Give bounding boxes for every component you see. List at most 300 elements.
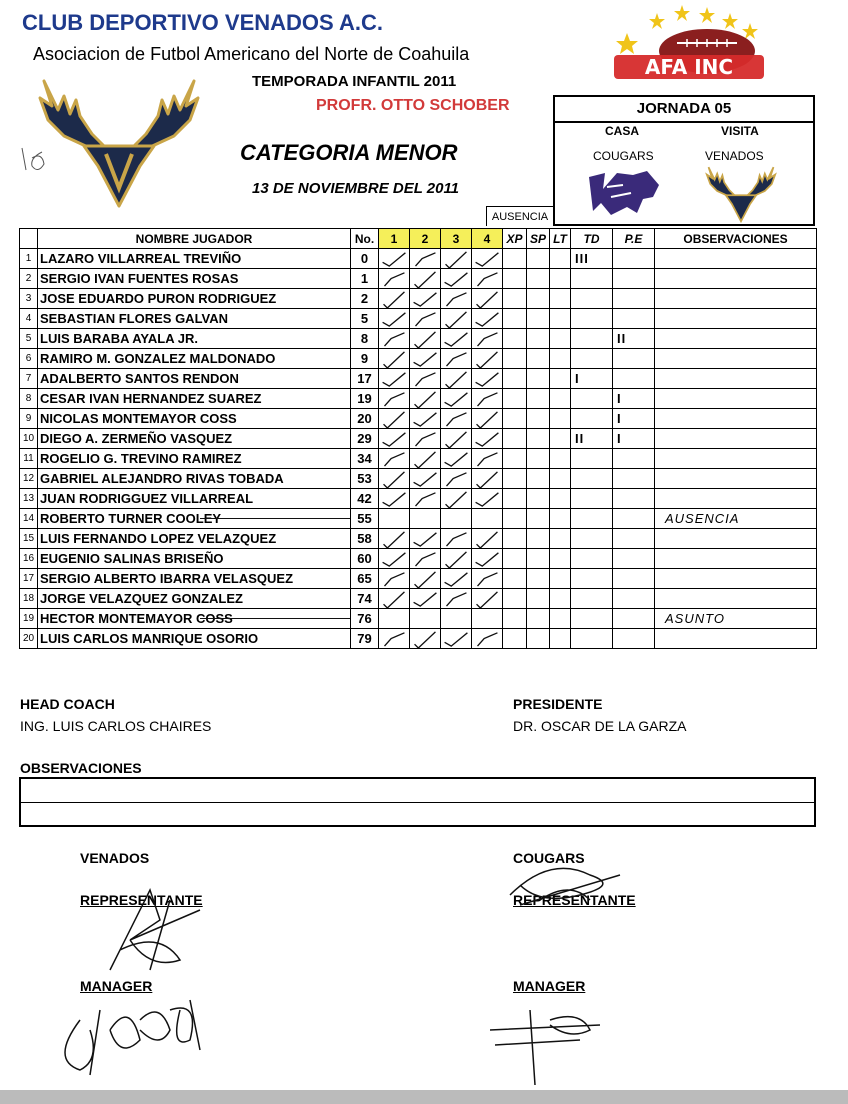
sp-cell — [527, 429, 550, 449]
sp-cell — [527, 349, 550, 369]
check-mark — [441, 589, 471, 608]
sp-cell — [527, 249, 550, 269]
xp-cell — [503, 389, 527, 409]
player-number: 9 — [351, 349, 379, 369]
player-name: SERGIO IVAN FUENTES ROSAS — [38, 269, 351, 289]
sp-cell — [527, 509, 550, 529]
check-mark — [379, 589, 409, 608]
away-team: VENADOS — [705, 149, 764, 163]
observation-note — [655, 429, 817, 449]
quarter-2-cell — [410, 489, 441, 509]
xp-cell — [503, 469, 527, 489]
check-mark — [379, 529, 409, 548]
header-observaciones: OBSERVACIONES — [655, 229, 817, 249]
quarter-3-cell — [441, 469, 472, 489]
check-mark — [379, 369, 409, 388]
quarter-4-cell — [472, 329, 503, 349]
xp-cell — [503, 489, 527, 509]
quarter-1-cell — [379, 329, 410, 349]
quarter-1-cell — [379, 249, 410, 269]
quarter-1-cell — [379, 389, 410, 409]
player-number: 8 — [351, 329, 379, 349]
player-number: 42 — [351, 489, 379, 509]
td-tally — [571, 289, 613, 309]
venados-mini-logo — [703, 165, 779, 223]
check-mark — [472, 549, 502, 568]
xp-cell — [503, 569, 527, 589]
observation-note — [655, 369, 817, 389]
row-index: 12 — [20, 469, 38, 489]
row-index: 9 — [20, 409, 38, 429]
jornada-box — [553, 95, 815, 226]
home-team: COUGARS — [593, 149, 654, 163]
td-tally — [571, 509, 613, 529]
player-name: DIEGO A. ZERMEÑO VASQUEZ — [38, 429, 351, 449]
td-tally — [571, 329, 613, 349]
lt-cell — [550, 289, 571, 309]
check-mark — [441, 629, 471, 648]
quarter-1-cell — [379, 349, 410, 369]
quarter-2-cell — [410, 469, 441, 489]
quarter-3-cell — [441, 309, 472, 329]
td-tally — [571, 309, 613, 329]
pe-tally — [613, 609, 655, 629]
quarter-3-cell — [441, 549, 472, 569]
check-mark — [410, 449, 440, 468]
quarter-2-cell — [410, 349, 441, 369]
afa-inc-logo — [612, 3, 772, 83]
quarter-4-cell — [472, 629, 503, 649]
pe-tally — [613, 369, 655, 389]
player-name: ROGELIO G. TREVINO RAMIREZ — [38, 449, 351, 469]
quarter-4-cell — [472, 429, 503, 449]
player-name: LUIS CARLOS MANRIQUE OSORIO — [38, 629, 351, 649]
header-q1: 1 — [379, 229, 410, 249]
player-number: 76 — [351, 609, 379, 629]
check-mark — [410, 569, 440, 588]
player-number: 58 — [351, 529, 379, 549]
check-mark — [379, 349, 409, 368]
row-index: 5 — [20, 329, 38, 349]
quarter-1-cell — [379, 589, 410, 609]
check-mark — [441, 569, 471, 588]
observation-note — [655, 349, 817, 369]
player-name: LUIS BARABA AYALA JR. — [38, 329, 351, 349]
quarter-2-cell — [410, 589, 441, 609]
row-index: 2 — [20, 269, 38, 289]
td-tally — [571, 409, 613, 429]
check-mark — [379, 409, 409, 428]
row-index: 17 — [20, 569, 38, 589]
quarter-4-cell — [472, 529, 503, 549]
xp-cell — [503, 409, 527, 429]
quarter-3-cell — [441, 289, 472, 309]
quarter-3-cell — [441, 529, 472, 549]
cougars-logo — [587, 167, 661, 219]
player-number: 0 — [351, 249, 379, 269]
row-index: 16 — [20, 549, 38, 569]
table-row — [20, 609, 817, 629]
quarter-1-cell — [379, 509, 410, 529]
td-tally — [571, 269, 613, 289]
game-date: 13 DE NOVIEMBRE DEL 2011 — [252, 180, 460, 197]
check-mark — [410, 409, 440, 428]
check-mark — [410, 389, 440, 408]
sp-cell — [527, 469, 550, 489]
check-mark — [472, 269, 502, 288]
lt-cell — [550, 449, 571, 469]
check-mark — [472, 309, 502, 328]
pe-tally — [613, 269, 655, 289]
td-tally — [571, 529, 613, 549]
quarter-3-cell — [441, 449, 472, 469]
xp-cell — [503, 289, 527, 309]
sp-cell — [527, 489, 550, 509]
check-mark — [472, 569, 502, 588]
quarter-2-cell — [410, 429, 441, 449]
lt-cell — [550, 589, 571, 609]
observation-note — [655, 249, 817, 269]
lt-cell — [550, 409, 571, 429]
absence-strike-line — [200, 618, 351, 619]
table-row — [20, 309, 817, 329]
quarter-1-cell — [379, 369, 410, 389]
quarter-3-cell — [441, 369, 472, 389]
player-name: SEBASTIAN FLORES GALVAN — [38, 309, 351, 329]
sp-cell — [527, 289, 550, 309]
row-index: 19 — [20, 609, 38, 629]
player-name: ADALBERTO SANTOS RENDON — [38, 369, 351, 389]
td-tally: III — [571, 249, 613, 269]
quarter-1-cell — [379, 489, 410, 509]
category-title: CATEGORIA MENOR — [240, 140, 458, 165]
season-label: TEMPORADA INFANTIL 2011 — [252, 73, 457, 90]
check-mark — [379, 269, 409, 288]
check-mark — [441, 269, 471, 288]
quarter-4-cell — [472, 269, 503, 289]
player-number: 65 — [351, 569, 379, 589]
check-mark — [441, 549, 471, 568]
quarter-2-cell — [410, 529, 441, 549]
quarter-1-cell — [379, 609, 410, 629]
cougars-representative-signature — [500, 855, 640, 915]
player-number: 79 — [351, 629, 379, 649]
sp-cell — [527, 269, 550, 289]
check-mark — [472, 449, 502, 468]
lt-cell — [550, 489, 571, 509]
player-name: ROBERTO TURNER COOLEY — [38, 509, 351, 529]
header-no: No. — [351, 229, 379, 249]
ausencia-header: AUSENCIA — [486, 206, 554, 226]
check-mark — [379, 569, 409, 588]
observation-note — [655, 529, 817, 549]
head-coach-name: ING. LUIS CARLOS CHAIRES — [20, 718, 212, 734]
head-coach-label: HEAD COACH — [20, 696, 115, 712]
observation-note — [655, 289, 817, 309]
quarter-4-cell — [472, 449, 503, 469]
observation-note — [655, 329, 817, 349]
quarter-3-cell — [441, 329, 472, 349]
row-index: 10 — [20, 429, 38, 449]
check-mark — [379, 549, 409, 568]
observation-note — [655, 409, 817, 429]
check-mark — [379, 489, 409, 508]
venados-manager-label: MANAGER — [80, 978, 153, 994]
pe-tally — [613, 489, 655, 509]
quarter-4-cell — [472, 389, 503, 409]
check-mark — [441, 409, 471, 428]
venados-representative-signature — [90, 880, 220, 980]
quarter-1-cell — [379, 409, 410, 429]
lt-cell — [550, 249, 571, 269]
check-mark — [472, 369, 502, 388]
quarter-2-cell — [410, 329, 441, 349]
table-row — [20, 389, 817, 409]
venados-manager-signature — [50, 990, 220, 1085]
quarter-1-cell — [379, 269, 410, 289]
header-name: NOMBRE JUGADOR — [38, 229, 351, 249]
check-mark — [472, 289, 502, 308]
xp-cell — [503, 429, 527, 449]
sp-cell — [527, 309, 550, 329]
header-td: TD — [571, 229, 613, 249]
check-mark — [410, 349, 440, 368]
check-mark — [441, 329, 471, 348]
pe-tally — [613, 509, 655, 529]
check-mark — [472, 389, 502, 408]
player-number: 29 — [351, 429, 379, 449]
lt-cell — [550, 369, 571, 389]
lt-cell — [550, 549, 571, 569]
quarter-3-cell — [441, 609, 472, 629]
player-name: JOSE EDUARDO PURON RODRIGUEZ — [38, 289, 351, 309]
quarter-3-cell — [441, 489, 472, 509]
player-number: 53 — [351, 469, 379, 489]
quarter-2-cell — [410, 549, 441, 569]
player-name: LAZARO VILLARREAL TREVIÑO — [38, 249, 351, 269]
header-index — [20, 229, 38, 249]
sp-cell — [527, 549, 550, 569]
xp-cell — [503, 269, 527, 289]
quarter-1-cell — [379, 549, 410, 569]
check-mark — [441, 289, 471, 308]
cougars-manager-signature — [490, 1000, 620, 1090]
check-mark — [441, 349, 471, 368]
header-lt: LT — [550, 229, 571, 249]
player-number: 17 — [351, 369, 379, 389]
quarter-3-cell — [441, 349, 472, 369]
observation-note — [655, 489, 817, 509]
table-row — [20, 589, 817, 609]
player-name: JORGE VELAZQUEZ GONZALEZ — [38, 589, 351, 609]
sp-cell — [527, 329, 550, 349]
quarter-2-cell — [410, 269, 441, 289]
club-title: CLUB DEPORTIVO VENADOS A.C. — [22, 10, 383, 35]
sp-cell — [527, 409, 550, 429]
lt-cell — [550, 609, 571, 629]
quarter-4-cell — [472, 589, 503, 609]
quarter-4-cell — [472, 509, 503, 529]
lt-cell — [550, 329, 571, 349]
quarter-1-cell — [379, 569, 410, 589]
xp-cell — [503, 249, 527, 269]
afa-logo-text: AFA INC — [644, 55, 734, 79]
xp-cell — [503, 529, 527, 549]
td-tally — [571, 629, 613, 649]
check-mark — [472, 329, 502, 348]
check-mark — [441, 249, 471, 268]
row-index: 7 — [20, 369, 38, 389]
jornada-title: JORNADA 05 — [555, 97, 813, 123]
lt-cell — [550, 569, 571, 589]
check-mark — [472, 429, 502, 448]
quarter-3-cell — [441, 409, 472, 429]
observation-note — [655, 549, 817, 569]
xp-cell — [503, 629, 527, 649]
pe-tally: II — [613, 329, 655, 349]
observation-note — [655, 569, 817, 589]
table-row — [20, 429, 817, 449]
lt-cell — [550, 429, 571, 449]
quarter-1-cell — [379, 309, 410, 329]
player-name: EUGENIO SALINAS BRISEÑO — [38, 549, 351, 569]
xp-cell — [503, 369, 527, 389]
quarter-1-cell — [379, 469, 410, 489]
pe-tally — [613, 349, 655, 369]
check-mark — [472, 589, 502, 608]
pe-tally — [613, 289, 655, 309]
row-index: 6 — [20, 349, 38, 369]
header-xp: XP — [503, 229, 527, 249]
check-mark — [410, 289, 440, 308]
pe-tally — [613, 309, 655, 329]
player-name: RAMIRO M. GONZALEZ MALDONADO — [38, 349, 351, 369]
table-row — [20, 529, 817, 549]
quarter-2-cell — [410, 389, 441, 409]
observation-note — [655, 629, 817, 649]
table-row — [20, 369, 817, 389]
row-index: 18 — [20, 589, 38, 609]
lt-cell — [550, 269, 571, 289]
player-number: 20 — [351, 409, 379, 429]
row-index: 8 — [20, 389, 38, 409]
check-mark — [379, 249, 409, 268]
quarter-2-cell — [410, 249, 441, 269]
pe-tally — [613, 549, 655, 569]
td-tally — [571, 489, 613, 509]
table-row — [20, 629, 817, 649]
xp-cell — [503, 309, 527, 329]
header-q2: 2 — [410, 229, 441, 249]
row-index: 20 — [20, 629, 38, 649]
check-mark — [472, 469, 502, 488]
table-row — [20, 509, 817, 529]
table-row — [20, 469, 817, 489]
check-mark — [379, 469, 409, 488]
observation-note — [655, 589, 817, 609]
quarter-4-cell — [472, 369, 503, 389]
player-number: 1 — [351, 269, 379, 289]
sp-cell — [527, 529, 550, 549]
player-name: LUIS FERNANDO LOPEZ VELAZQUEZ — [38, 529, 351, 549]
quarter-1-cell — [379, 429, 410, 449]
quarter-1-cell — [379, 529, 410, 549]
header-sp: SP — [527, 229, 550, 249]
quarter-2-cell — [410, 369, 441, 389]
check-mark — [379, 389, 409, 408]
row-index: 4 — [20, 309, 38, 329]
quarter-4-cell — [472, 249, 503, 269]
lt-cell — [550, 529, 571, 549]
quarter-4-cell — [472, 289, 503, 309]
row-index: 14 — [20, 509, 38, 529]
check-mark — [379, 309, 409, 328]
president-label: PRESIDENTE — [513, 696, 603, 712]
check-mark — [410, 549, 440, 568]
observation-note: ASUNTO — [655, 609, 817, 629]
pe-tally: I — [613, 409, 655, 429]
table-row — [20, 449, 817, 469]
observation-note — [655, 449, 817, 469]
venados-antler-logo — [34, 76, 204, 210]
check-mark — [410, 329, 440, 348]
xp-cell — [503, 549, 527, 569]
sp-cell — [527, 449, 550, 469]
player-number: 5 — [351, 309, 379, 329]
pe-tally — [613, 589, 655, 609]
quarter-4-cell — [472, 409, 503, 429]
observation-note — [655, 389, 817, 409]
quarter-1-cell — [379, 449, 410, 469]
player-name: SERGIO ALBERTO IBARRA VELASQUEZ — [38, 569, 351, 589]
check-mark — [410, 369, 440, 388]
lt-cell — [550, 309, 571, 329]
check-mark — [410, 309, 440, 328]
observation-note — [655, 269, 817, 289]
table-row — [20, 569, 817, 589]
row-index: 15 — [20, 529, 38, 549]
quarter-2-cell — [410, 569, 441, 589]
table-row — [20, 549, 817, 569]
quarter-1-cell — [379, 289, 410, 309]
lt-cell — [550, 509, 571, 529]
td-tally — [571, 569, 613, 589]
td-tally: II — [571, 429, 613, 449]
player-name: JUAN RODRIGGUEZ VILLARREAL — [38, 489, 351, 509]
check-mark — [441, 489, 471, 508]
check-mark — [472, 529, 502, 548]
player-number: 2 — [351, 289, 379, 309]
pe-tally — [613, 469, 655, 489]
quarter-3-cell — [441, 509, 472, 529]
table-row — [20, 489, 817, 509]
xp-cell — [503, 449, 527, 469]
roster-header-row — [20, 229, 817, 249]
observation-note: AUSENCIA — [655, 509, 817, 529]
table-row — [20, 329, 817, 349]
check-mark — [410, 269, 440, 288]
sp-cell — [527, 389, 550, 409]
sp-cell — [527, 629, 550, 649]
sp-cell — [527, 589, 550, 609]
td-tally — [571, 549, 613, 569]
player-number: 74 — [351, 589, 379, 609]
quarter-3-cell — [441, 249, 472, 269]
quarter-2-cell — [410, 609, 441, 629]
player-name: HECTOR MONTEMAYOR COSS — [38, 609, 351, 629]
sp-cell — [527, 609, 550, 629]
check-mark — [410, 589, 440, 608]
